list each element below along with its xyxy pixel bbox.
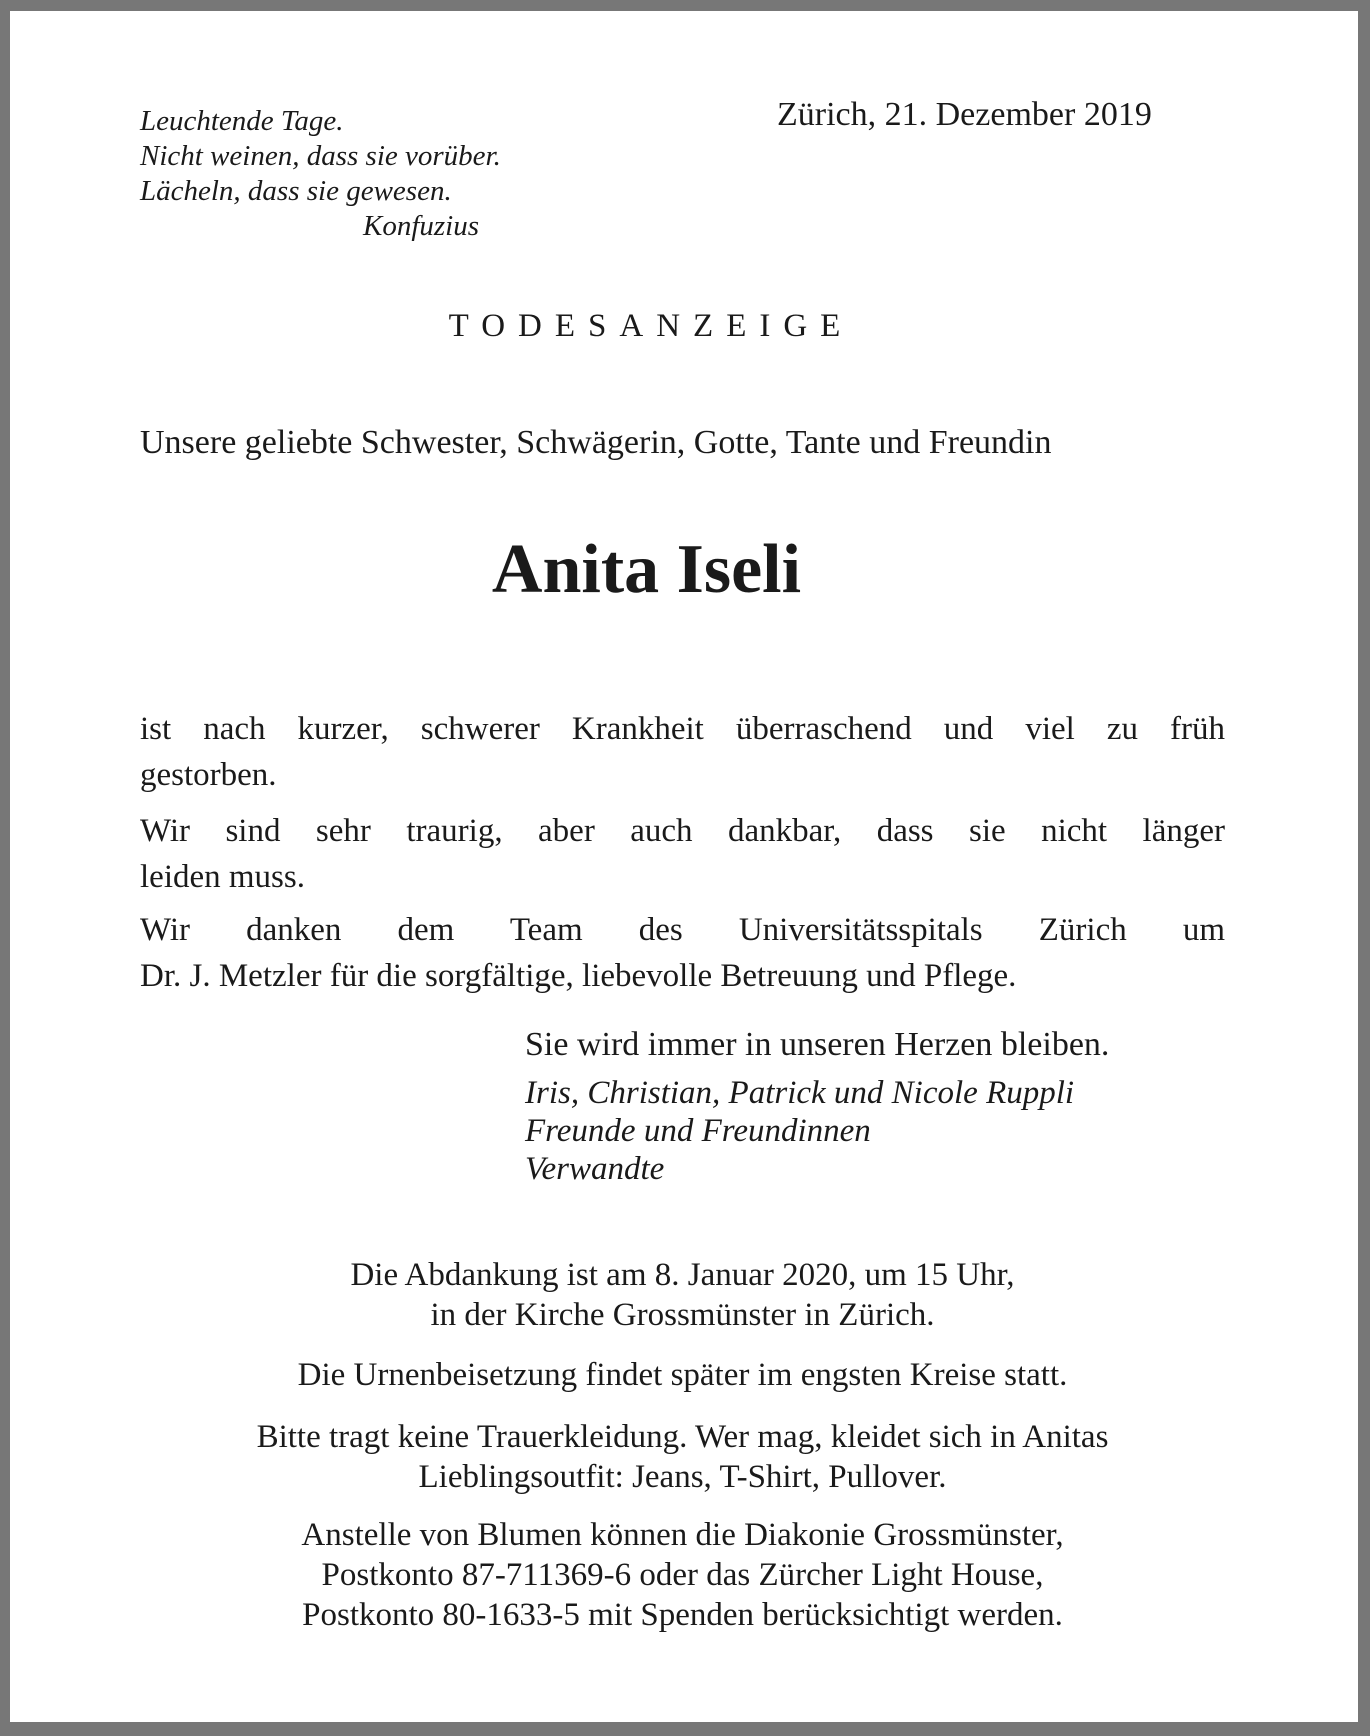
epigraph-quote (140, 104, 501, 244)
mourner-line: Verwandte (525, 1151, 665, 1187)
epigraph-line: Nicht weinen, dass sie vorüber. (140, 140, 501, 172)
burial-info: Die Urnenbeisetzung findet später im engsten Kreise statt. (297, 1357, 1068, 1393)
paragraph-line: Wir danken dem Team des Universitätsspitals Zürich um (140, 912, 1225, 948)
remembrance-line: Sie wird immer in unseren Herzen bleiben. (525, 1026, 1110, 1063)
paragraph-thanks (140, 907, 1225, 999)
donation-info (140, 1515, 1225, 1635)
notice-type-heading: TODESANZEIGE (448, 308, 854, 344)
deceased-name: Anita Iseli (491, 531, 802, 608)
dresscode-info (140, 1417, 1225, 1497)
obituary-sheet (10, 11, 1358, 1722)
service-line: in der Kirche Grossmünster in Zürich. (430, 1297, 935, 1333)
dateline: Zürich, 21. Dezember 2019 (777, 96, 1152, 133)
paragraph-grief (140, 808, 1225, 900)
remembrance-block (525, 1022, 1109, 1188)
funeral-service-info (140, 1255, 1225, 1335)
mourner-line: Iris, Christian, Patrick und Nicole Ruppli (525, 1075, 1075, 1111)
epigraph-line: Lächeln, dass sie gewesen. (140, 175, 452, 207)
service-line: Die Abdankung ist am 8. Januar 2020, um 15 Uhr, (350, 1257, 1015, 1293)
paragraph-line: ist nach kurzer, schwerer Krankheit überraschend und viel zu früh (140, 711, 1225, 747)
dresscode-line: Bitte tragt keine Trauerkleidung. Wer mag, kleidet sich in Anitas (256, 1419, 1109, 1455)
paragraph-death-announcement (140, 706, 1225, 798)
paragraph-line: leiden muss. (140, 859, 305, 895)
donation-line: Postkonto 80-1633-5 mit Spenden berücksichtigt werden. (302, 1597, 1063, 1633)
mourner-line: Freunde und Freundinnen (525, 1113, 871, 1149)
donation-line: Anstelle von Blumen können die Diakonie Grossmünster, (301, 1517, 1064, 1553)
epigraph-line: Leuchtende Tage. (140, 105, 344, 137)
intro-line: Unsere geliebte Schwester, Schwägerin, Gotte, Tante und Freundin (140, 424, 1052, 461)
paragraph-line: gestorben. (140, 757, 277, 793)
paragraph-line: Dr. J. Metzler für die sorgfältige, liebevolle Betreuung und Pflege. (140, 958, 1017, 994)
paragraph-line: Wir sind sehr traurig, aber auch dankbar, dass sie nicht länger (140, 813, 1225, 849)
epigraph-attribution: Konfuzius (363, 210, 480, 242)
dresscode-line: Lieblingsoutfit: Jeans, T-Shirt, Pullover. (418, 1459, 947, 1495)
mourners-list (525, 1074, 1109, 1188)
donation-line: Postkonto 87-711369-6 oder das Zürcher Light House, (321, 1557, 1044, 1593)
